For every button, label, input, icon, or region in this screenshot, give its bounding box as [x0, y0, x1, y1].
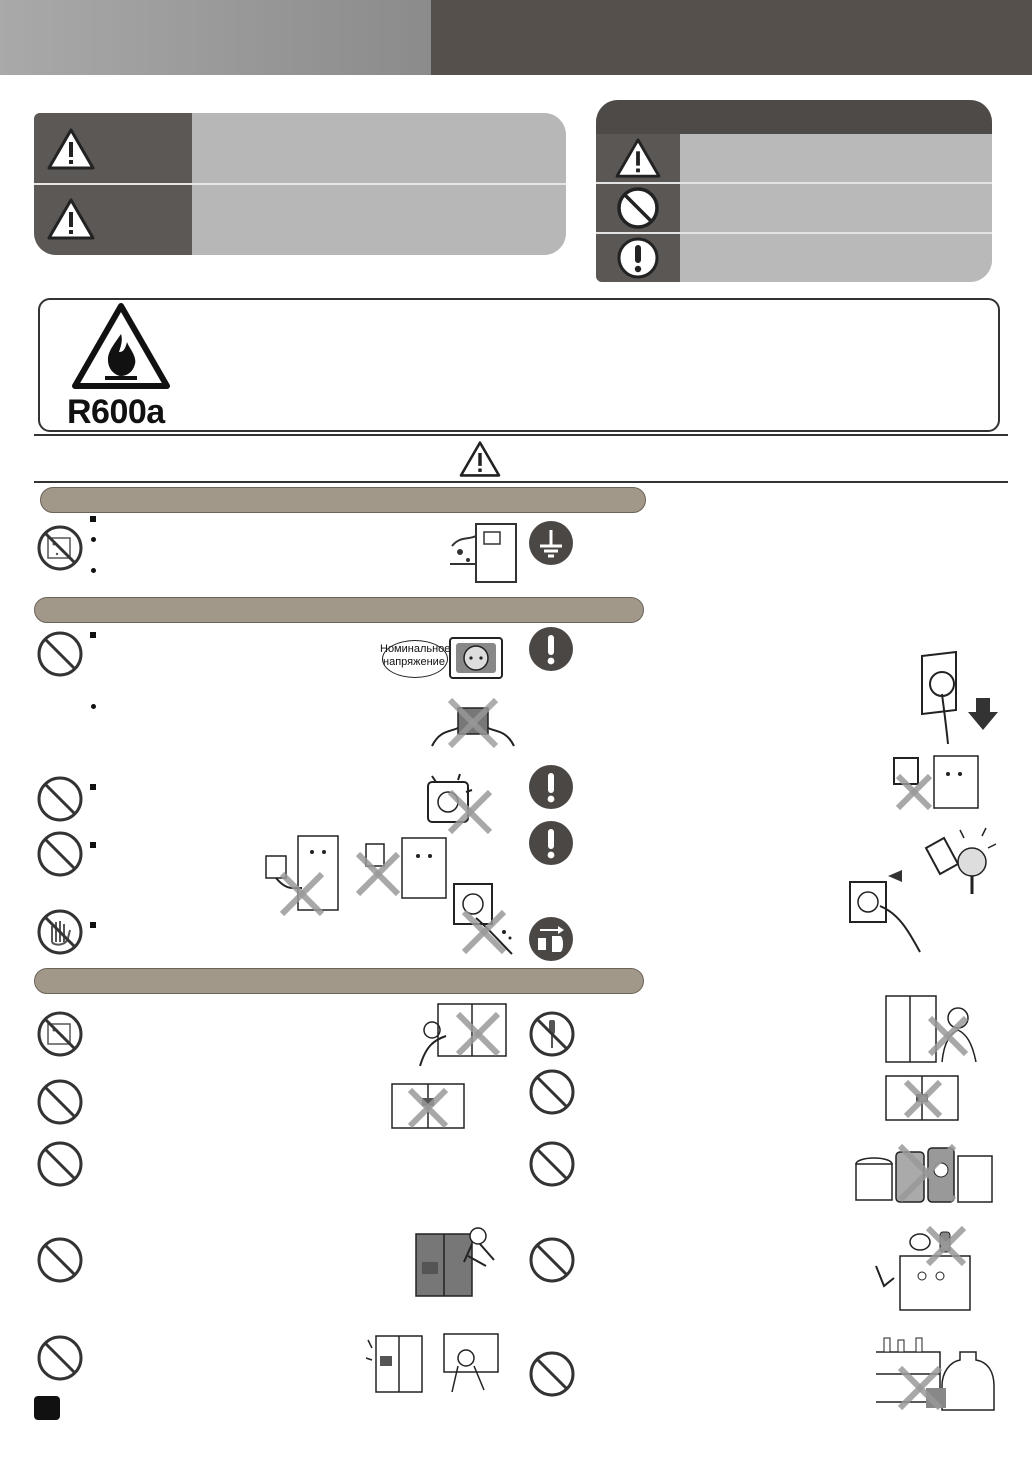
- bullet-square: [90, 842, 96, 848]
- spray-water-fridge-illustration: [412, 996, 512, 1070]
- symbol-legend: [596, 100, 992, 282]
- prohibited-icon: [36, 1140, 84, 1188]
- prohibited-icon: [36, 1236, 84, 1284]
- exclamation-icon: [616, 236, 660, 280]
- warning-triangle-icon: [46, 197, 96, 241]
- open-fridge-spray-illustration: [386, 1078, 470, 1136]
- open-fridge-flame-illustration: [880, 1070, 964, 1126]
- header-left-bar: [0, 0, 431, 75]
- multi-plug-prohibited-illustration: [430, 694, 516, 750]
- warning-row: [34, 113, 566, 183]
- wall-socket-icon: [446, 634, 506, 682]
- no-wet-hands-icon: [36, 908, 84, 956]
- unplug-icon: [528, 916, 574, 962]
- no-water-splash-icon: [36, 1010, 84, 1058]
- bullet-dot: [91, 568, 96, 573]
- child-climbing-fridge-illustration: [410, 1222, 502, 1298]
- water-splash-appliance-illustration: [446, 516, 522, 584]
- header-right-bar: [431, 0, 1032, 75]
- ground-icon: [528, 520, 574, 566]
- bullet-square: [90, 632, 96, 638]
- legend-row-warning: [596, 134, 992, 182]
- caution-text-cell: [192, 185, 566, 255]
- legend-warning-bar: [680, 134, 992, 182]
- prohibited-icon: [36, 830, 84, 878]
- refrigerant-info-box: [38, 298, 1000, 432]
- section-top-rule: [34, 434, 1008, 436]
- warning-triangle-icon: [46, 127, 96, 171]
- no-disassemble-icon: [528, 1010, 576, 1058]
- flammable-warning-icon: [69, 300, 173, 392]
- page-number-tab: [34, 1396, 60, 1420]
- section-bottom-rule: [34, 481, 1008, 483]
- legend-prohibited-cell: [596, 184, 680, 232]
- prohibited-icon: [36, 1334, 84, 1382]
- prohibited-icon: [36, 775, 84, 823]
- refrigerant-label: R600a: [67, 393, 165, 431]
- medicine-storage-illustration: [870, 1332, 1000, 1414]
- section-bar-power: [34, 597, 644, 623]
- prohibited-icon: [528, 1236, 576, 1284]
- bullet-square: [90, 922, 96, 928]
- legend-header: [596, 100, 992, 134]
- callout-line-1: Номинальное: [380, 643, 451, 655]
- legend-mandatory-cell: [596, 234, 680, 282]
- legend-prohibited-bar: [680, 184, 992, 232]
- socket-callout-text: [380, 643, 451, 669]
- bullet-square: [90, 784, 96, 790]
- prohibited-icon: [36, 1078, 84, 1126]
- no-water-splash-icon: [36, 524, 84, 572]
- prohibited-icon: [528, 1350, 576, 1398]
- section-bar-installation: [40, 487, 646, 513]
- warning-text-cell: [192, 113, 566, 183]
- objects-on-top-illustration: [870, 1226, 980, 1312]
- prohibited-icon: [528, 1140, 576, 1188]
- legend-warning-cell: [596, 134, 680, 182]
- exclamation-icon: [528, 764, 574, 810]
- prohibited-icon: [528, 1068, 576, 1116]
- exclamation-icon: [528, 820, 574, 866]
- warning-caution-box: [34, 113, 566, 255]
- legend-row-prohibited: [596, 184, 992, 232]
- wet-hands-plug-illustration: [442, 878, 522, 956]
- prohibited-icon: [616, 186, 660, 230]
- hitting-fridge-illustration: [362, 1330, 502, 1394]
- flammable-containers-illustration: [850, 1140, 996, 1206]
- plug-damage-illustration: [890, 752, 980, 812]
- pull-plug-illustration: [916, 650, 1002, 746]
- callout-line-2: напряжение: [383, 656, 445, 668]
- bullet-dot: [91, 537, 96, 542]
- bullet-square: [90, 516, 96, 522]
- damaged-socket-illustration: [420, 770, 496, 836]
- legend-row-mandatory: [596, 234, 992, 282]
- prohibited-icon: [36, 630, 84, 678]
- caution-label-cell: [34, 185, 192, 255]
- caution-row: [34, 185, 566, 255]
- warning-label-cell: [34, 113, 192, 183]
- bullet-dot: [91, 704, 96, 709]
- warning-triangle-icon: [456, 440, 504, 478]
- section-bar-usage: [34, 968, 644, 994]
- disassemble-fridge-illustration: [880, 990, 984, 1064]
- clean-plug-illustration: [840, 824, 1010, 954]
- legend-mandatory-bar: [680, 234, 992, 282]
- warning-triangle-icon: [613, 137, 663, 179]
- exclamation-icon: [528, 626, 574, 672]
- cord-pinched-illustration: [262, 830, 452, 918]
